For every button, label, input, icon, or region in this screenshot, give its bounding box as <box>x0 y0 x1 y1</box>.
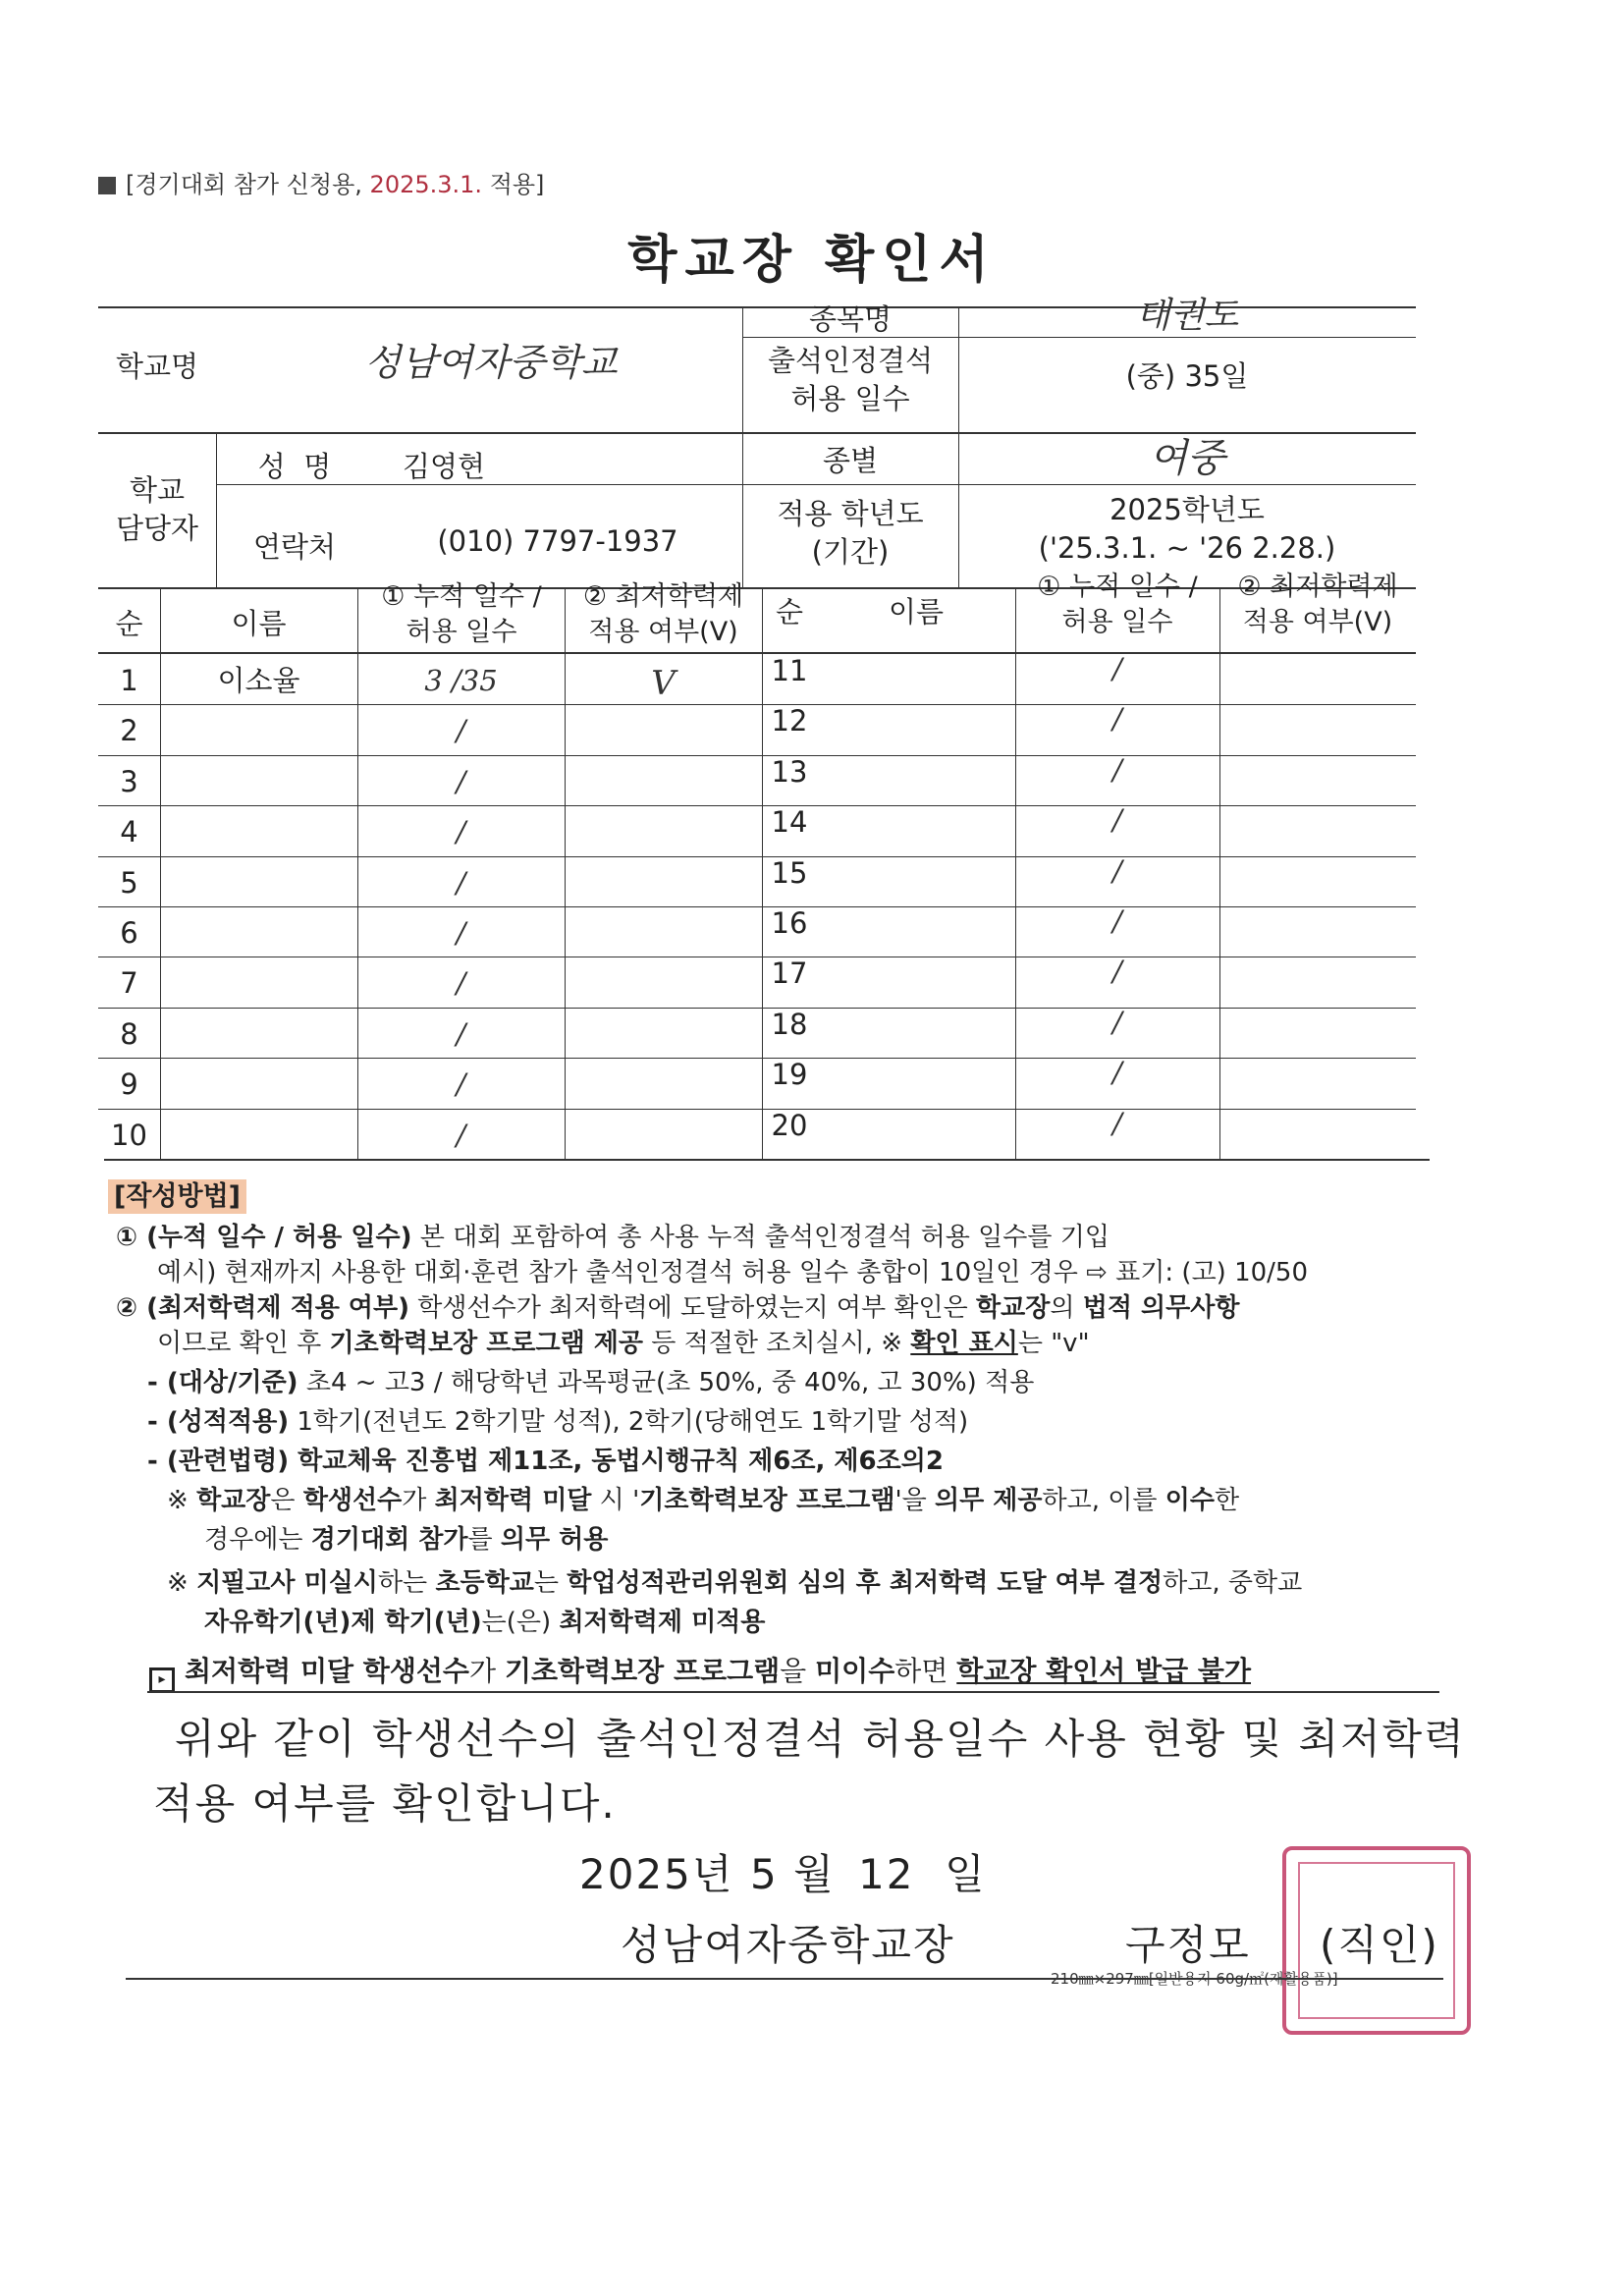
header-note: [경기대회 참가 신청용, 2025.3.1. 적용] <box>98 165 544 199</box>
event-value: 태권도 <box>1135 296 1239 336</box>
row-number: 1 <box>120 664 138 697</box>
row-number: 20 <box>771 1109 808 1142</box>
category-label: 종별 <box>822 444 879 477</box>
row-number: 15 <box>771 856 808 890</box>
instruction-line: ※ 지필고사 미실시하는 초등학교는 학업성적관리위원회 심의 후 최저학력 도달 여부 결정하고, 중학교 <box>167 1568 1303 1598</box>
row-number: 18 <box>771 1008 808 1041</box>
name-value: 김영현 <box>403 450 486 483</box>
days-cell: / <box>456 1017 466 1051</box>
school-label: 학교명 <box>115 350 199 383</box>
square-bullet-icon <box>98 177 116 194</box>
year-value: 2025학년도 ('25.3.1. ~ '26 2.28.) <box>1038 493 1336 566</box>
name-label: 성 명 <box>257 450 332 483</box>
days-cell: / <box>1112 1107 1122 1140</box>
row-number: 17 <box>771 957 808 990</box>
days-cell: / <box>1112 1056 1122 1089</box>
confirmation-line-2: 적용 여부를 확인합니다. <box>153 1779 617 1828</box>
year-label: 적용 학년도 (기간) <box>777 497 924 570</box>
instructions-heading: [작성방법] <box>108 1178 246 1216</box>
days-cell: / <box>456 714 466 747</box>
school-name: 성남여자중학교 <box>364 341 618 384</box>
days-cell: / <box>456 815 466 848</box>
paper-spec: 210㎜×297㎜[일반용지 60g/㎡(재활용품)] <box>1051 1970 1338 1988</box>
days-cell: / <box>1112 702 1122 736</box>
divider <box>147 1691 1439 1693</box>
row-number: 19 <box>771 1058 808 1091</box>
row-number: 10 <box>111 1119 147 1152</box>
instruction-warning: ▸ 최저학력 미달 학생선수가 기초학력보장 프로그램을 미이수하면 학교장 확인서 발급 불가 <box>149 1652 1251 1693</box>
instruction-line: ※ 학교장은 학생선수가 최저학력 미달 시 '기초학력보장 프로그램'을 의무 제공하고, 이를 이수한 <box>167 1486 1240 1515</box>
attendance-value: (중) 35일 <box>1125 359 1249 393</box>
check-cell: V <box>651 664 676 703</box>
col-min-left: ② 최저학력제 적용 여부(V) <box>582 581 744 648</box>
student-name: 이소율 <box>217 664 300 697</box>
row-number: 8 <box>120 1017 138 1051</box>
manager-label: 학교 담당자 <box>115 473 199 546</box>
seal-label: (직인) <box>1320 1921 1439 1969</box>
instruction-line: 이므로 확인 후 기초학력보장 프로그램 제공 등 적절한 조치실시, ※ 확인 표시는 "v" <box>157 1329 1090 1358</box>
days-cell: / <box>456 966 466 1000</box>
principal-title: 성남여자중학교장 <box>621 1921 955 1969</box>
col-days-left: ① 누적 일수 / 허용 일수 <box>381 581 542 648</box>
instruction-line: ① (누적 일수 / 허용 일수) 본 대회 포함하여 총 사용 누적 출석인정결석 허용 일수를 기입 <box>116 1223 1110 1252</box>
row-number: 3 <box>120 765 138 798</box>
row-number: 14 <box>771 805 808 839</box>
checkbox-arrow-icon: ▸ <box>149 1667 175 1693</box>
col-name-right: 이름 <box>888 595 945 629</box>
col-min-right: ② 최저학력제 적용 여부(V) <box>1237 572 1398 638</box>
row-number: 11 <box>771 654 808 687</box>
instruction-line: 예시) 현재까지 사용한 대회·훈련 참가 출석인정결석 허용 일수 총합이 10일인 경우 ⇨ 표기: (고) 10/50 <box>157 1258 1309 1287</box>
instruction-line: - (성적적용) 1학기(전년도 2학기말 성적), 2학기(당해연도 1학기말 성적) <box>147 1407 969 1437</box>
row-number: 12 <box>771 704 808 738</box>
date-day: 12 일 <box>858 1850 987 1898</box>
days-cell: / <box>1112 955 1122 988</box>
days-cell: / <box>456 866 466 900</box>
row-number: 7 <box>120 966 138 1000</box>
col-divider <box>1219 589 1220 1159</box>
instruction-line: 경우에는 경기대회 참가를 의무 허용 <box>204 1525 609 1555</box>
days-cell: / <box>1112 753 1122 787</box>
row-number: 13 <box>771 755 808 789</box>
days-cell: / <box>1112 1006 1122 1039</box>
row-number: 16 <box>771 906 808 940</box>
date-month: 5 월 <box>750 1850 836 1898</box>
days-cell: / <box>456 1067 466 1101</box>
attendance-label: 출석인정결석 허용 일수 <box>767 344 934 416</box>
days-cell: / <box>1112 904 1122 938</box>
col-days-right: ① 누적 일수 / 허용 일수 <box>1037 572 1198 638</box>
col-no-right: 순 <box>775 595 803 629</box>
row-number: 2 <box>120 714 138 747</box>
days-cell: / <box>1112 652 1122 685</box>
col-no-left: 순 <box>115 607 143 640</box>
row-number: 5 <box>120 866 138 900</box>
category-value: 여중 <box>1149 436 1225 481</box>
instruction-line: ② (최저학력제 적용 여부) 학생선수가 최저학력에 도달하였는지 여부 확인은 학교장의 법적 의무사항 <box>116 1293 1240 1323</box>
instruction-line: - (관련법령) 학교체육 진흥법 제11조, 동법시행규칙 제6조, 제6조의2 <box>147 1447 944 1476</box>
table-border-bottom <box>104 1159 1430 1161</box>
confirmation-line-1: 위와 같이 학생선수의 출석인정결석 허용일수 사용 현황 및 최저학력 <box>175 1715 1466 1763</box>
page-title: 학교장 확인서 <box>627 231 997 290</box>
instruction-line: - (대상/기준) 초4 ~ 고3 / 해당학년 과목평균(초 50%, 중 40%, 고 30%) 적용 <box>147 1368 1035 1397</box>
contact-value: (010) 7797-1937 <box>437 524 678 558</box>
days-cell: / <box>456 765 466 798</box>
days-cell: / <box>1112 854 1122 888</box>
days-cell: / <box>456 1119 466 1152</box>
days-cell: 3 /35 <box>424 664 498 697</box>
days-cell: / <box>1112 803 1122 837</box>
days-cell: / <box>456 916 466 950</box>
row-number: 9 <box>120 1067 138 1101</box>
contact-label: 연락처 <box>252 530 337 564</box>
principal-name: 구정모 <box>1125 1921 1251 1969</box>
event-label: 종목명 <box>808 302 893 336</box>
date-year: 2025년 <box>579 1850 734 1898</box>
instruction-line: 자유학기(년)제 학기(년)는(은) 최저학력제 미적용 <box>204 1608 766 1637</box>
row-number: 4 <box>120 815 138 848</box>
row-number: 6 <box>120 916 138 950</box>
col-name-left: 이름 <box>231 607 287 640</box>
